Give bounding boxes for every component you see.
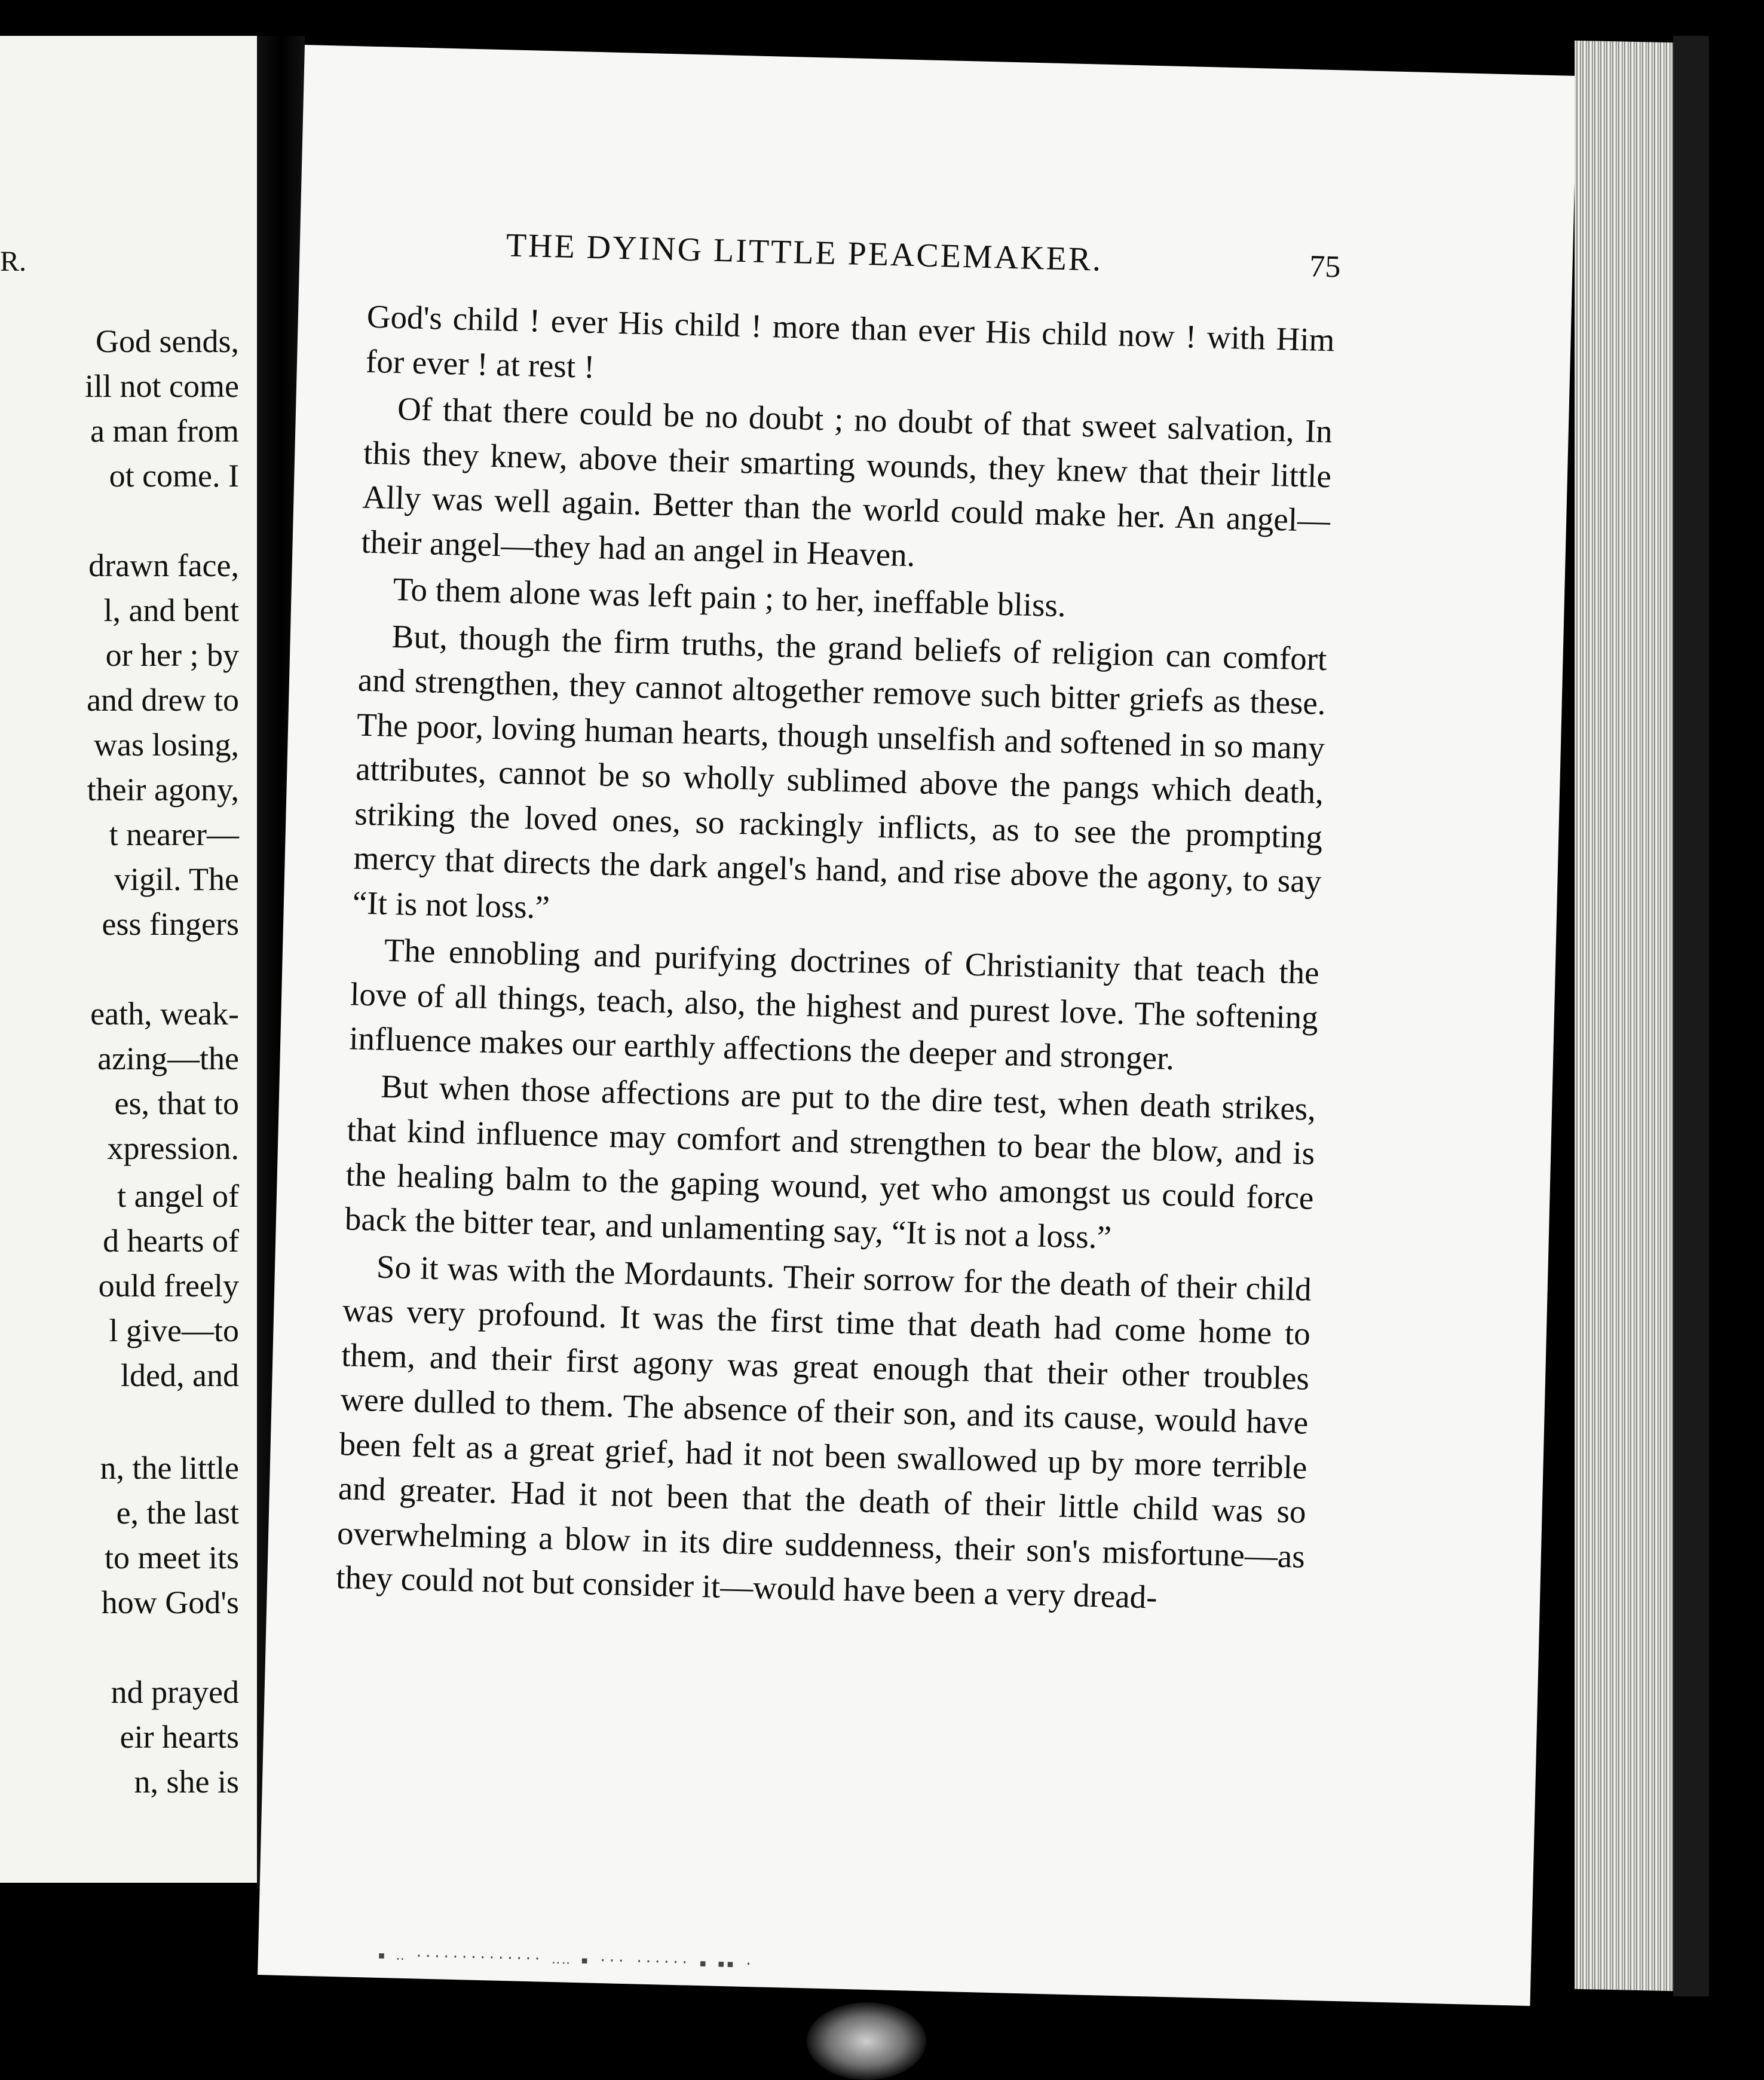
left-page-line: God sends, — [96, 323, 239, 359]
paragraph: The ennobling and purifying doctrines of Christianity that teach the love of all things, teach, also, the highest and purest love. The softening influence makes our earthly affections the deeper and stronger. — [348, 931, 1320, 1077]
left-page-line: their agony, — [87, 772, 239, 807]
left-page-line: es, that to — [114, 1085, 239, 1121]
paragraph: God's child ! ever His child ! more than ever His child now ! with Him for ever ! at rest ! — [365, 298, 1336, 385]
left-page-line: ould freely — [98, 1268, 239, 1304]
left-page-line: xpression. — [107, 1130, 239, 1166]
left-page-line: e, the last — [116, 1495, 239, 1531]
left-page-line: azing—the — [97, 1041, 239, 1076]
left-page-line: n, she is — [134, 1764, 239, 1800]
paragraph: But, though the firm truths, the grand beliefs of religion can comfort and strengthen, they cannot altogether remove such bitter griefs as these. The poor, loving human hearts, though unselfish and softened in so many attributes, cannot be so wholly sublimed above the pangs which death, striking the loved ones, so rackingly inflicts, as to see the prompting mercy that directs the dark angel's hand, and rise above the agony, to say “It is not loss.” — [352, 617, 1328, 925]
left-page-line: lded, and — [121, 1357, 239, 1393]
running-header: THE DYING LITTLE PEACEMAKER. — [506, 227, 1103, 279]
left-page-line: t nearer— — [109, 816, 239, 852]
left-page-line: eir hearts — [120, 1719, 239, 1755]
left-page-line: ess fingers — [102, 906, 239, 942]
left-page-line: a man from — [90, 413, 239, 449]
left-page-line: ot come. I — [109, 458, 239, 494]
paragraph: To them alone was left pain ; to her, ineffable bliss. — [393, 570, 1067, 624]
left-page-line: or her ; by — [105, 637, 239, 673]
left-page-line: nd prayed — [111, 1674, 239, 1710]
left-page-line: and drew to — [87, 682, 239, 718]
left-page-line: drawn face, — [88, 547, 239, 583]
paragraph: So it was with the Mordaunts. Their sorrow for the death of their child was very profound. It was the first time that death had come home to them, and their first agony was great enough that their other troubles were dulled to them. The absence of their son, and its cause, would have been felt as a great grief, had it not been swallowed up by more terrible and greater. Had it not been that the death of their little child was so overwhelming a blow in its dire suddenness, their son's misfortune—as they could not but consider it—would have been a very dread- — [335, 1248, 1312, 1616]
left-page-line: to meet its — [105, 1540, 239, 1576]
paragraph: But when those affections are put to the dire test, when death strikes, that kind influence may comfort and strengthen to bear the blow, and is the healing balm to the gaping wound, yet who amongst us could force back the bitter tear, and unlamenting say, “It is not a loss.” — [344, 1067, 1316, 1256]
left-page-line: d hearts of — [103, 1223, 239, 1259]
paper-stain — [807, 2002, 926, 2080]
left-page-line: vigil. The — [114, 861, 239, 897]
left-page-line: n, the little — [100, 1450, 239, 1486]
printer-marks: ▪ ‥ ·············· ‥‥ ▪ ··· ······ ▪ ▪▪ · — [377, 1947, 754, 1972]
page-number: 75 — [1309, 249, 1342, 285]
book-cover-edge — [1673, 36, 1709, 1996]
left-page-line: l, and bent — [103, 592, 239, 628]
left-page-line: was losing, — [94, 727, 239, 763]
left-page — [0, 36, 259, 1883]
left-page-line: eath, weak- — [90, 996, 239, 1032]
left-page-line: l give—to — [109, 1313, 239, 1348]
left-page-line: t angel of — [117, 1178, 239, 1214]
paragraph: Of that there could be no doubt ; no doubt of that sweet salvation, In this they knew, above their smarting wounds, they knew that their little Ally was well again. Better than the world could make her. An angel—their angel—they had an angel in Heaven. — [360, 390, 1333, 573]
page-body — [335, 295, 1335, 1626]
left-page-line: how God's — [101, 1585, 239, 1620]
left-page-line: ill not come — [85, 368, 239, 404]
right-page — [258, 45, 1577, 2006]
left-page-header-fragment: R. — [0, 246, 27, 277]
